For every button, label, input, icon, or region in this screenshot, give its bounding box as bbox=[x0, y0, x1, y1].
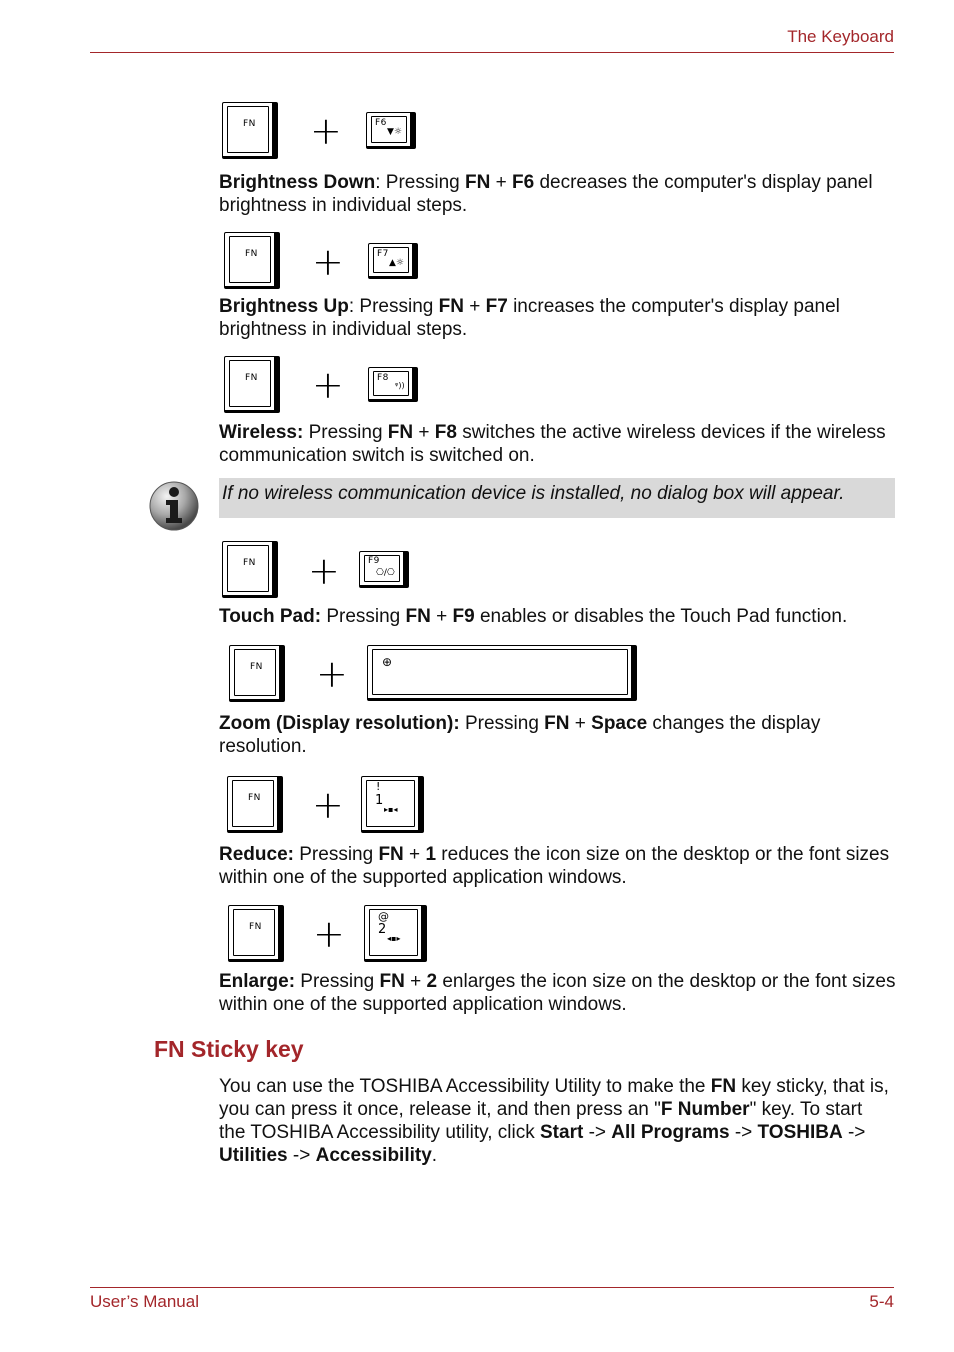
footer-manual-title: User’s Manual bbox=[90, 1292, 199, 1311]
footer-page-number: 5-4 bbox=[869, 1292, 894, 1311]
plus-icon: + bbox=[312, 240, 344, 284]
space-key-icon bbox=[367, 645, 637, 701]
f6-key-icon: F6 ▼☼ bbox=[366, 112, 416, 149]
plus-icon: + bbox=[312, 783, 344, 827]
zoom-icon: ⊕ bbox=[382, 655, 393, 669]
wireless-description: Wireless: Pressing FN + F8 switches the active wireless devices if the wireless communication switch is switched on. bbox=[219, 422, 886, 466]
plus-icon: + bbox=[312, 363, 344, 407]
fn-key-icon: FN bbox=[222, 102, 278, 159]
plus-icon: + bbox=[313, 912, 345, 956]
brightness-down-description: Brightness Down: Pressing FN + F6 decreases the computer's display panel brightness in individual steps. bbox=[219, 172, 873, 216]
fn-key-icon: FN bbox=[222, 541, 278, 598]
fn-key-icon: FN bbox=[229, 645, 285, 702]
plus-icon: + bbox=[310, 109, 342, 153]
fn-key-icon: FN bbox=[227, 776, 283, 833]
two-key-icon: @ 2 ◂▪▸ bbox=[364, 905, 427, 962]
f8-key-icon: F8 ᵠ)) bbox=[368, 367, 418, 402]
enlarge-description: Enlarge: Pressing FN + 2 enlarges the icon size on the desktop or the font sizes within one of the supported application windows. bbox=[219, 971, 896, 1015]
info-icon bbox=[148, 480, 200, 537]
fn-key-icon: FN bbox=[224, 356, 280, 413]
plus-icon: + bbox=[308, 549, 340, 593]
fn-sticky-description: You can use the TOSHIBA Accessibility Utility to make the FN key sticky, that is, you can press it once, release it, and then press an "F Number" key. To start the TOSHIBA Accessibility utility, click Start -> All Programs -> TOSHIBA -> Utilities -> Accessibility. bbox=[219, 1076, 889, 1166]
f9-key-icon: F9 ⎔/⎔ bbox=[359, 551, 409, 588]
note-text: If no wireless communication device is installed, no dialog box will appear. bbox=[222, 483, 845, 504]
f7-key-icon: F7 ▲☼ bbox=[368, 243, 418, 279]
reduce-icon: ▸▪◂ bbox=[384, 805, 398, 814]
one-key-icon: ! 1 ▸▪◂ bbox=[361, 776, 424, 833]
zoom-description: Zoom (Display resolution): Pressing FN + Space changes the display resolution. bbox=[219, 713, 821, 757]
reduce-description: Reduce: Pressing FN + 1 reduces the icon size on the desktop or the font sizes within one of the supported application windows. bbox=[219, 844, 890, 888]
touchpad-icon: ⎔/⎔ bbox=[376, 568, 395, 578]
fn-key-icon: FN bbox=[224, 232, 280, 289]
enlarge-icon: ◂▪▸ bbox=[387, 934, 401, 943]
brightness-up-description: Brightness Up: Pressing FN + F7 increases the computer's display panel brightness in individual steps. bbox=[219, 296, 840, 340]
plus-icon: + bbox=[316, 652, 348, 696]
page-header-title: The Keyboard bbox=[787, 27, 894, 46]
touch-pad-description: Touch Pad: Pressing FN + F9 enables or disables the Touch Pad function. bbox=[219, 606, 848, 627]
section-title: FN Sticky key bbox=[154, 1036, 304, 1062]
footer-rule bbox=[90, 1287, 894, 1288]
fn-key-icon: FN bbox=[228, 905, 284, 962]
header-rule bbox=[90, 52, 894, 53]
wireless-icon: ᵠ)) bbox=[395, 381, 405, 390]
note-box bbox=[219, 478, 895, 518]
